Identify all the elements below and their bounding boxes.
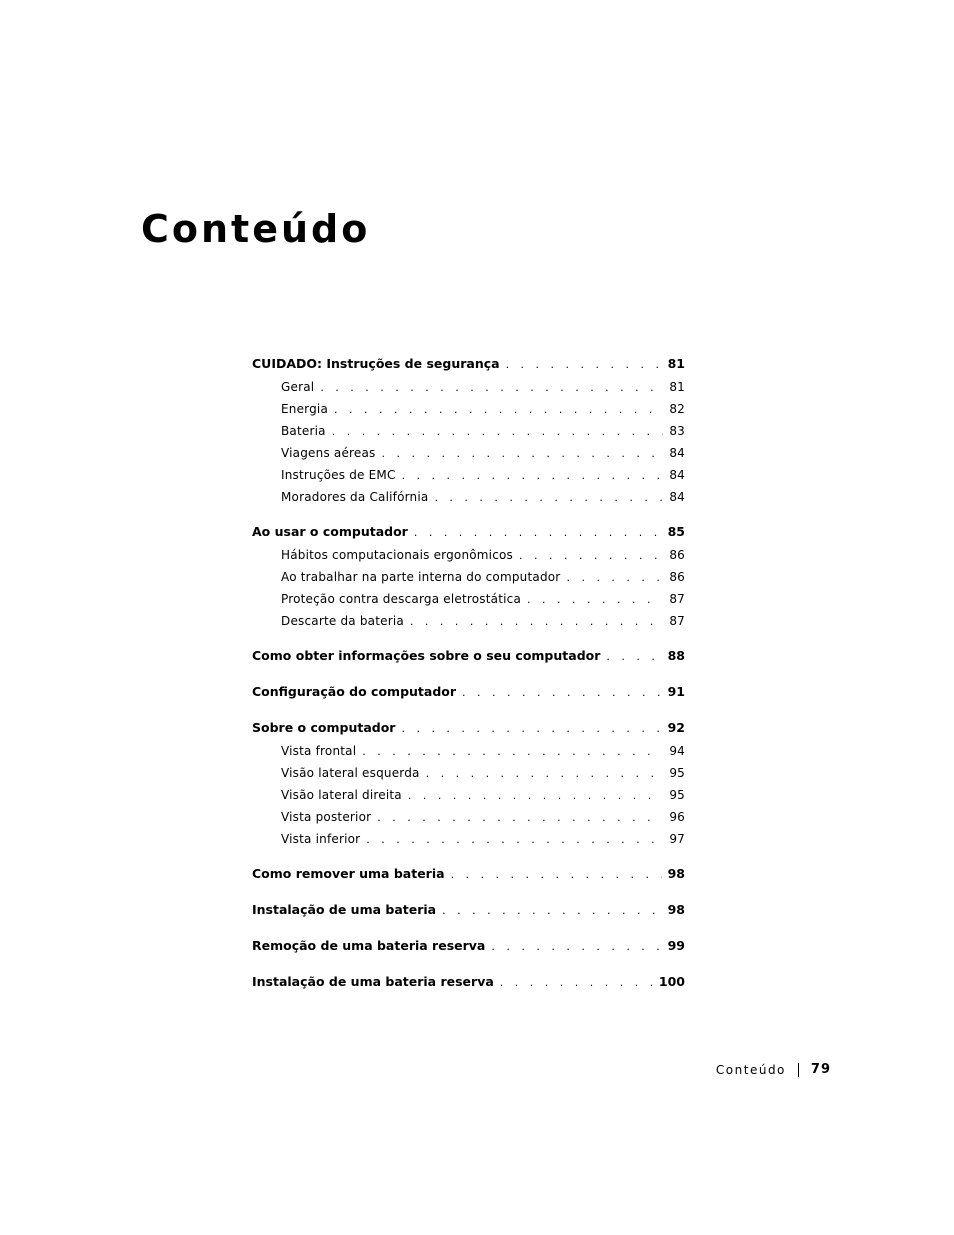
footer-page-number: 79	[810, 1062, 831, 1077]
toc-page-number: 87	[669, 592, 685, 606]
dot-leader	[362, 741, 663, 762]
toc-subentry[interactable]	[252, 610, 685, 632]
toc-section	[252, 716, 685, 850]
toc-page-number: 81	[669, 380, 685, 394]
toc-page-number: 81	[667, 356, 685, 371]
toc-subentry-title: Geral	[281, 380, 315, 394]
dot-leader	[332, 421, 664, 442]
toc-page-number: 92	[667, 720, 685, 735]
dot-leader	[414, 521, 662, 544]
toc-entry[interactable]	[252, 898, 685, 922]
toc-entry-title: Ao usar o computador	[252, 524, 408, 539]
footer-divider	[798, 1063, 799, 1077]
toc-subentry[interactable]	[252, 784, 685, 806]
page-title: Conteúdo	[141, 207, 371, 251]
toc-subentry-title: Descarte da bateria	[281, 614, 404, 628]
toc-entry[interactable]	[252, 352, 685, 376]
dot-leader	[382, 443, 664, 464]
toc-entry[interactable]	[252, 680, 685, 704]
toc-page-number: 85	[667, 524, 685, 539]
toc-page-number: 100	[658, 974, 685, 989]
dot-leader	[566, 567, 663, 588]
dot-leader	[606, 645, 661, 668]
toc-page-number: 95	[669, 788, 685, 802]
toc-subentry-title: Energia	[281, 402, 328, 416]
toc-page-number: 88	[667, 648, 685, 663]
toc-subentry[interactable]	[252, 740, 685, 762]
toc-subentry[interactable]	[252, 544, 685, 566]
toc-entry[interactable]	[252, 862, 685, 886]
toc-entry-title: Configuração do computador	[252, 684, 457, 699]
toc-subentry[interactable]	[252, 566, 685, 588]
toc-page-number: 94	[669, 744, 685, 758]
toc-page-number: 84	[669, 468, 685, 482]
dot-leader	[366, 829, 663, 850]
toc-subentry[interactable]	[252, 762, 685, 784]
toc-subentry-title: Viagens aéreas	[281, 446, 376, 460]
toc-subentry-title: Vista posterior	[281, 810, 372, 824]
toc-entry-title: CUIDADO: Instruções de segurança	[252, 356, 500, 371]
toc-page-number: 84	[669, 490, 685, 504]
toc-subentry[interactable]	[252, 464, 685, 486]
toc-subentry[interactable]	[252, 828, 685, 850]
toc-section	[252, 898, 685, 922]
toc-page-number: 98	[667, 902, 685, 917]
dot-leader	[401, 717, 661, 740]
toc-page-number: 87	[669, 614, 685, 628]
dot-leader	[491, 935, 661, 958]
footer-section-title: Conteúdo	[715, 1062, 786, 1077]
toc-section	[252, 934, 685, 958]
toc-entry[interactable]	[252, 934, 685, 958]
toc-section	[252, 970, 685, 994]
toc-subentry-title: Bateria	[281, 424, 326, 438]
dot-leader	[434, 487, 663, 508]
toc-section	[252, 644, 685, 668]
toc-subentry[interactable]	[252, 442, 685, 464]
toc-section	[252, 352, 685, 508]
table-of-contents	[252, 352, 685, 1006]
toc-subentry-title: Moradores da Califórnia	[281, 490, 429, 504]
dot-leader	[320, 377, 663, 398]
toc-page-number: 99	[667, 938, 685, 953]
dot-leader	[402, 465, 664, 486]
toc-page-number: 96	[669, 810, 685, 824]
toc-subentry[interactable]	[252, 806, 685, 828]
toc-page-number: 86	[669, 548, 685, 562]
toc-entry-title: Como remover uma bateria	[252, 866, 445, 881]
toc-entry[interactable]	[252, 520, 685, 544]
toc-subentry[interactable]	[252, 420, 685, 442]
toc-entry-title: Remoção de uma bateria reserva	[252, 938, 486, 953]
toc-entry[interactable]	[252, 716, 685, 740]
toc-entry-title: Como obter informações sobre o seu computador	[252, 648, 601, 663]
toc-subentry[interactable]	[252, 486, 685, 508]
toc-page-number: 91	[667, 684, 685, 699]
toc-section	[252, 680, 685, 704]
toc-subentry-title: Visão lateral direita	[281, 788, 402, 802]
toc-subentry[interactable]	[252, 376, 685, 398]
dot-leader	[462, 681, 662, 704]
dot-leader	[519, 545, 663, 566]
toc-entry-title: Instalação de uma bateria	[252, 902, 437, 917]
toc-section	[252, 520, 685, 632]
dot-leader	[451, 863, 662, 886]
toc-entry[interactable]	[252, 644, 685, 668]
toc-page-number: 95	[669, 766, 685, 780]
toc-page-number: 97	[669, 832, 685, 846]
toc-page-number: 98	[667, 866, 685, 881]
dot-leader	[410, 611, 663, 632]
toc-page-number: 86	[669, 570, 685, 584]
toc-subentry-title: Visão lateral esquerda	[281, 766, 420, 780]
toc-subentry-title: Vista frontal	[281, 744, 357, 758]
dot-leader	[500, 971, 653, 994]
dot-leader	[527, 589, 663, 610]
toc-entry-title: Instalação de uma bateria reserva	[252, 974, 494, 989]
toc-page-number: 82	[669, 402, 685, 416]
toc-section	[252, 862, 685, 886]
toc-subentry[interactable]	[252, 398, 685, 420]
toc-subentry-title: Proteção contra descarga eletrostática	[281, 592, 522, 606]
toc-subentry-title: Instruções de EMC	[281, 468, 396, 482]
toc-page-number: 83	[669, 424, 685, 438]
toc-subentry[interactable]	[252, 588, 685, 610]
toc-entry-title: Sobre o computador	[252, 720, 396, 735]
toc-page-number: 84	[669, 446, 685, 460]
toc-subentry-title: Ao trabalhar na parte interna do computador	[281, 570, 561, 584]
toc-subentry-title: Hábitos computacionais ergonômicos	[281, 548, 514, 562]
dot-leader	[426, 763, 664, 784]
toc-subentry-title: Vista inferior	[281, 832, 361, 846]
dot-leader	[506, 353, 662, 376]
toc-entry[interactable]	[252, 970, 685, 994]
dot-leader	[377, 807, 663, 828]
dot-leader	[442, 899, 661, 922]
dot-leader	[334, 399, 663, 420]
dot-leader	[408, 785, 663, 806]
page-footer	[716, 1062, 831, 1077]
